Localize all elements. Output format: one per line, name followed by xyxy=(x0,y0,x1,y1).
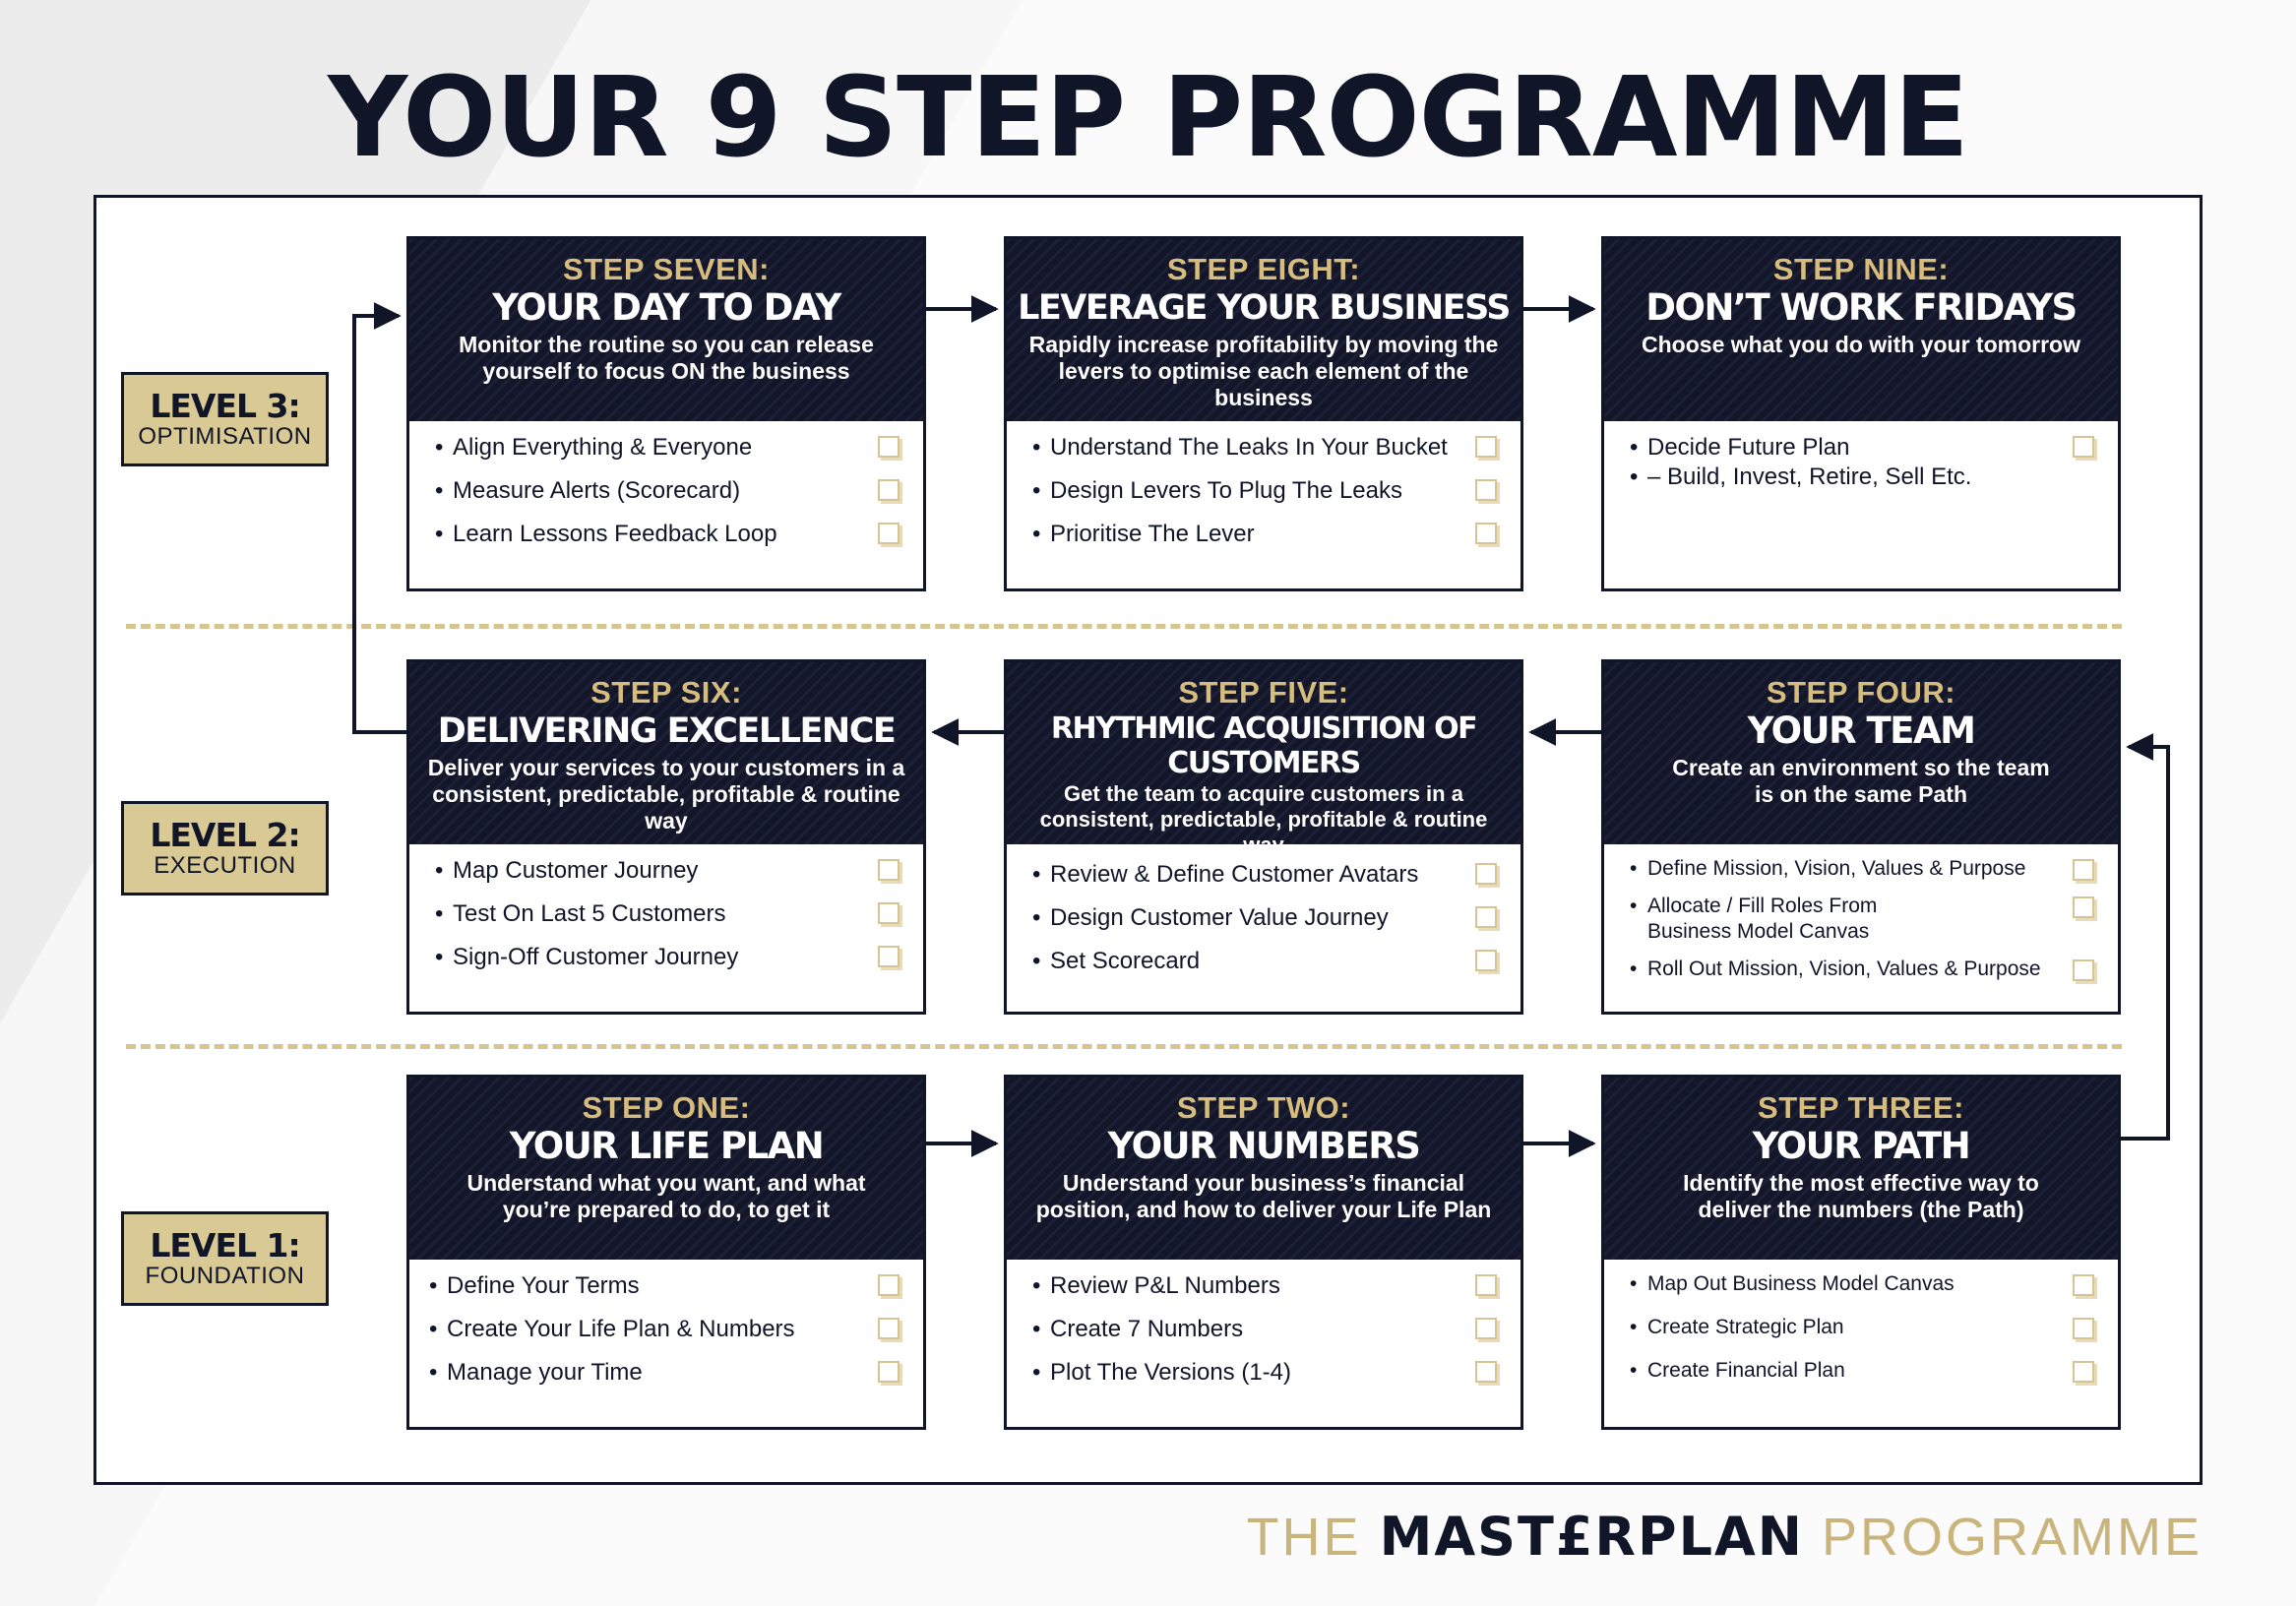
step-four-description: Create an environment so the team is on the same Path xyxy=(1672,755,2050,807)
task-label: Map Customer Journey xyxy=(453,857,699,884)
step-one-title: YOUR LIFE PLAN xyxy=(509,1125,824,1167)
task-label: Decide Future Plan xyxy=(1647,434,1850,461)
task-label: Define Mission, Vision, Values & Purpose xyxy=(1647,857,2026,880)
level-3-subtitle: OPTIMISATION xyxy=(138,423,312,450)
step-one-description: Understand what you want, and what you’re prepared to do, to get it xyxy=(466,1170,866,1222)
step-nine-description: Choose what you do with your tomorrow xyxy=(1642,332,2080,357)
task-label: Learn Lessons Feedback Loop xyxy=(453,521,777,547)
task-label: – Build, Invest, Retire, Sell Etc. xyxy=(1647,463,1972,490)
page-title: YOUR 9 STEP PROGRAMME xyxy=(328,54,1968,182)
step-four-title: YOUR TEAM xyxy=(1747,710,1975,752)
task-label: Align Everything & Everyone xyxy=(453,434,753,461)
task-label: Create 7 Numbers xyxy=(1050,1316,1244,1342)
task-label: Allocate / Fill Roles From Business Model Canvas xyxy=(1647,895,1878,943)
step-five-title: RHYTHMIC ACQUISITION OF CUSTOMERS xyxy=(1050,711,1477,780)
step-five-number: STEP FIVE: xyxy=(1178,675,1349,710)
task-label: Set Scorecard xyxy=(1050,948,1201,974)
task-label: Measure Alerts (Scorecard) xyxy=(453,477,741,504)
brand-logo-prefix: THE xyxy=(1246,1508,1380,1567)
task-label: Create Strategic Plan xyxy=(1647,1316,1844,1338)
step-one-number: STEP ONE: xyxy=(582,1090,751,1125)
step-three-title: YOUR PATH xyxy=(1752,1125,1970,1167)
task-label: Review & Define Customer Avatars xyxy=(1050,861,1419,888)
arrow-step-six-to-seven xyxy=(354,316,406,732)
level-1-subtitle: FOUNDATION xyxy=(145,1263,305,1289)
step-seven-description: Monitor the routine so you can release yourself to focus ON the business xyxy=(459,332,874,384)
brand-logo xyxy=(1247,1506,2203,1568)
level-2-subtitle: EXECUTION xyxy=(154,852,296,879)
step-eight-number: STEP EIGHT: xyxy=(1166,252,1361,286)
brand-logo-name: MAST£RPLAN xyxy=(1379,1506,1804,1568)
task-label: Review P&L Numbers xyxy=(1050,1272,1280,1299)
step-seven-number: STEP SEVEN: xyxy=(563,252,770,286)
step-six-number: STEP SIX: xyxy=(590,675,742,710)
task-label: Roll Out Mission, Vision, Values & Purpose xyxy=(1647,957,2041,980)
task-label: Design Customer Value Journey xyxy=(1050,904,1389,931)
task-label: Manage your Time xyxy=(447,1359,643,1386)
step-three-number: STEP THREE: xyxy=(1758,1090,1964,1125)
brand-logo-suffix: PROGRAMME xyxy=(1803,1508,2203,1567)
step-six-description: Deliver your services to your customers in a consistent, predictable, profitable & routine way xyxy=(427,755,905,834)
level-3-title: LEVEL 3: xyxy=(150,387,300,425)
step-eight-title: LEVERAGE YOUR BUSINESS xyxy=(1018,288,1510,328)
step-five-description: Get the team to acquire customers in a consistent, predictable, profitable & routine way xyxy=(1039,781,1488,857)
arrow-step-three-to-four xyxy=(2121,747,2168,1139)
step-eight-description: Rapidly increase profitability by moving the levers to optimise each element of the business xyxy=(1028,332,1499,410)
task-label: Plot The Versions (1-4) xyxy=(1050,1359,1292,1386)
task-label: Understand The Leaks In Your Bucket xyxy=(1050,434,1448,461)
step-four-number: STEP FOUR: xyxy=(1766,675,1956,710)
task-label: Test On Last 5 Customers xyxy=(453,900,726,927)
step-nine-title: DON’T WORK FRIDAYS xyxy=(1645,286,2077,329)
step-seven-title: YOUR DAY TO DAY xyxy=(492,286,840,329)
step-six-title: DELIVERING EXCELLENCE xyxy=(437,711,896,751)
task-label: Sign-Off Customer Journey xyxy=(453,944,739,970)
level-1-title: LEVEL 1: xyxy=(150,1226,300,1265)
task-label: Design Levers To Plug The Leaks xyxy=(1050,477,1402,504)
step-two-number: STEP TWO: xyxy=(1176,1090,1351,1125)
task-label: Create Financial Plan xyxy=(1647,1359,1845,1382)
task-label: Prioritise The Lever xyxy=(1050,521,1255,547)
task-label: Map Out Business Model Canvas xyxy=(1647,1272,1955,1295)
step-nine-number: STEP NINE: xyxy=(1772,252,1950,286)
task-label: Define Your Terms xyxy=(447,1272,640,1299)
level-2-title: LEVEL 2: xyxy=(150,816,300,854)
step-two-title: YOUR NUMBERS xyxy=(1107,1125,1420,1167)
step-three-description: Identify the most effective way to deliver the numbers (the Path) xyxy=(1683,1170,2039,1222)
step-two-description: Understand your business’s financial position, and how to deliver your Life Plan xyxy=(1035,1170,1492,1222)
task-label: Create Your Life Plan & Numbers xyxy=(447,1316,795,1342)
